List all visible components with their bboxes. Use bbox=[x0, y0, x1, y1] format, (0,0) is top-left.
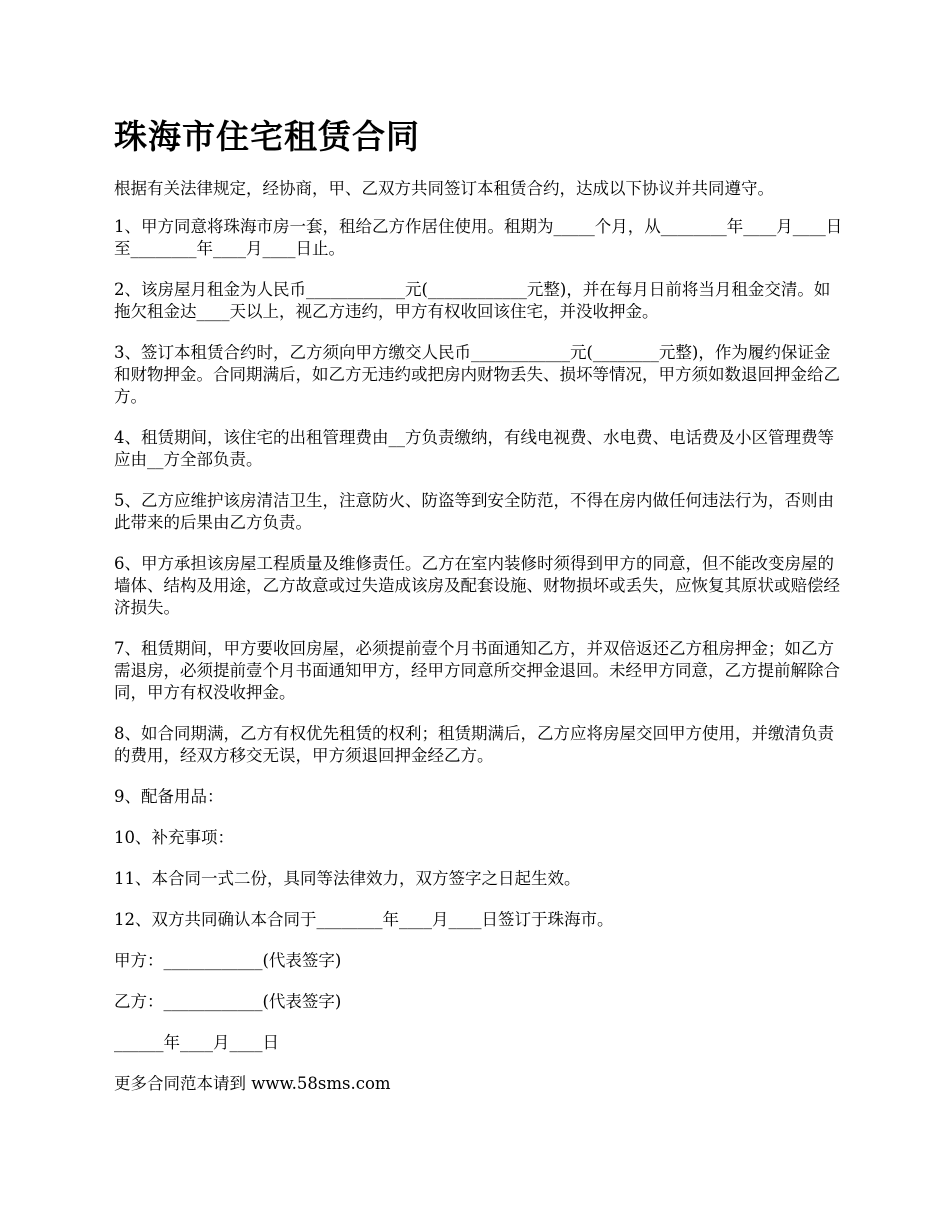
signature-date: ______年____月____日 bbox=[114, 1033, 279, 1052]
clause-3: 3、签订本租赁合约时，乙方须向甲方缴交人民币____________元(________元整)，作为履约保证金和财物押金。合同期满后，如乙方无违约或把房内财物丢失、损坏等情况，甲方须如数退回押金给乙方。 bbox=[114, 343, 840, 406]
signature-party-a: 甲方：____________(代表签字) bbox=[114, 951, 342, 970]
clause-10: 10、补充事项： bbox=[114, 828, 234, 847]
clause-12: 12、双方共同确认本合同于________年____月____日签订于珠海市。 bbox=[114, 910, 614, 929]
clause-7: 7、租赁期间，甲方要收回房屋，必须提前壹个月书面通知乙方，并双倍返还乙方租房押金；如乙方需退房，必须提前壹个月书面通知甲方，经甲方同意所交押金退回。未经甲方同意，乙方提前解除合同，甲方有权没收押金。 bbox=[114, 639, 840, 702]
clause-1: 1、甲方同意将珠海市房一套，租给乙方作居住使用。租期为_____个月，从________年____月____日至________年____月____日止。 bbox=[114, 217, 843, 258]
clause-6: 6、甲方承担该房屋工程质量及维修责任。乙方在室内装修时须得到甲方的同意，但不能改变房屋的墙体、结构及用途，乙方故意或过失造成该房及配套设施、财物损坏或丢失，应恢复其原状或赔偿经济损失。 bbox=[114, 554, 840, 617]
clause-5: 5、乙方应维护该房清洁卫生，注意防火、防盗等到安全防范，不得在房内做任何违法行为，否则由此带来的后果由乙方负责。 bbox=[114, 491, 834, 532]
clause-11: 11、本合同一式二份，具同等法律效力，双方签字之日起生效。 bbox=[114, 869, 581, 888]
contract-document bbox=[114, 112, 844, 1114]
clause-4: 4、租赁期间，该住宅的出租管理费由__方负责缴纳，有线电视费、水电费、电话费及小区管理费等应由__方全部负责。 bbox=[114, 428, 834, 469]
clause-9: 9、配备用品： bbox=[114, 787, 224, 806]
clause-8: 8、如合同期满，乙方有权优先租赁的权利；租赁期满后，乙方应将房屋交回甲方使用，并缴清负责的费用，经双方移交无误，甲方须退回押金经乙方。 bbox=[114, 724, 834, 765]
document-title: 珠海市住宅租赁合同 bbox=[114, 117, 420, 156]
signature-party-b: 乙方：____________(代表签字) bbox=[114, 992, 342, 1011]
intro-paragraph: 根据有关法律规定，经协商，甲、乙双方共同签订本租赁合约，达成以下协议并共同遵守。 bbox=[114, 179, 774, 198]
clause-2: 2、该房屋月租金为人民币____________元(____________元整)，并在每月日前将当月租金交清。如拖欠租金达____天以上，视乙方违约，甲方有权收回该住宅，并没收押金。 bbox=[114, 280, 831, 321]
footer-note: 更多合同范本请到 www.58sms.com bbox=[114, 1074, 391, 1093]
